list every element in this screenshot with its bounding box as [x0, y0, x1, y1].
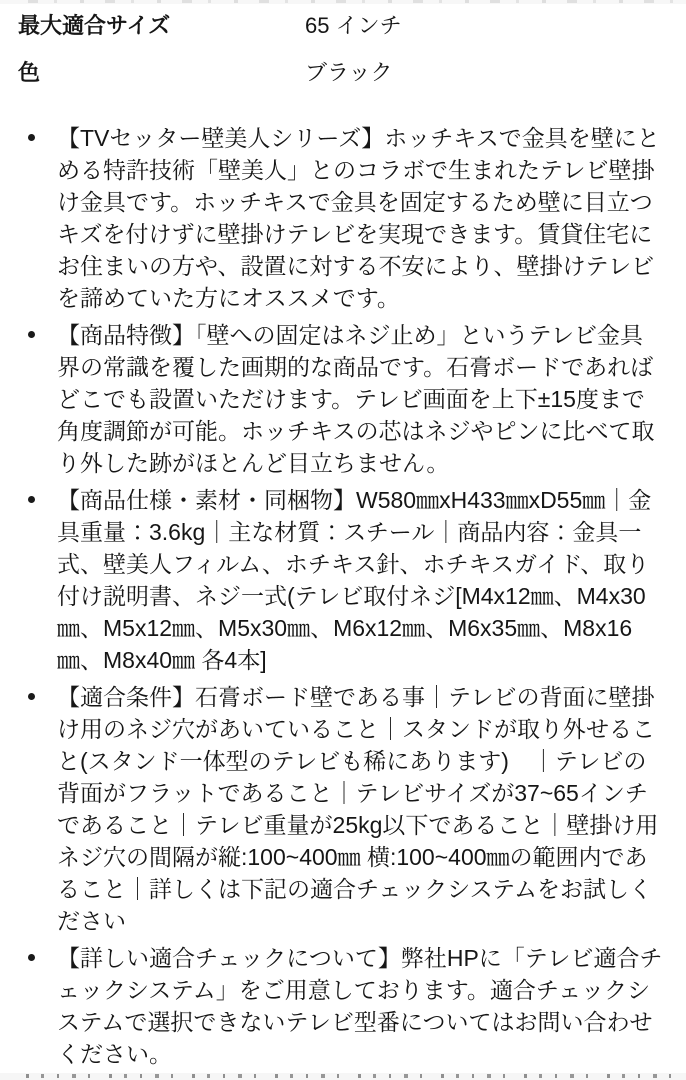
spec-label-max-size: 最大適合サイズ [18, 13, 171, 38]
spec-value-color: ブラック [305, 60, 393, 85]
product-overview-table [0, 4, 686, 86]
feature-bullet-specs [57, 484, 666, 676]
feature-bullet-list [0, 122, 686, 1070]
feature-bullet-compatibility [57, 681, 666, 937]
clipped-next-bullet-glyph-fragments [26, 1074, 672, 1078]
feature-bullet-text: 【適合条件】石膏ボード壁である事｜テレビの背面に壁掛け用のネジ穴があいていること｜スタンドが取り外せること(スタンド一体型のテレビも稀にあります) ｜テレビの背面がフラットであること｜テレビサイズが37~65インチであること｜テレビ重量が25kg以下であること｜壁掛け用ネジ穴の間隔が縦:100~400㎜ 横:100~400㎜の範囲内であること｜詳しくは下記の適合チェックシステムをお試しください [57, 684, 659, 934]
clipped-previous-row-glyph-fragments [28, 0, 674, 3]
feature-bullet-features [57, 319, 666, 479]
spec-label-color: 色 [18, 60, 41, 85]
feature-bullet-series [57, 122, 666, 314]
spec-value-max-size: 65 インチ [305, 13, 402, 38]
feature-bullet-text: 【詳しい適合チェックについて】弊社HPに「テレビ適合チェックシステム」をご用意しております。適合チェックシステムで選択できないテレビ型番についてはお問い合わせください。 [57, 945, 663, 1067]
feature-bullet-compatibility-check [57, 942, 666, 1070]
clipped-next-bullet-line [0, 1073, 686, 1080]
feature-bullet-text: 【TVセッター壁美人シリーズ】ホッチキスで金具を壁にとめる特許技術「壁美人」とのコラボで生まれたテレビ壁掛け金具です。ホッチキスで金具を固定するため壁に目立つキズを付けずに壁掛けテレビを実現できます。賃貸住宅にお住まいの方や、設置に対する不安により、壁掛けテレビを諦めていた方にオススメです。 [57, 125, 660, 311]
spec-row-color [18, 59, 668, 86]
feature-bullet-text: 【商品特徴】「壁への固定はネジ止め」というテレビ金具界の常識を覆した画期的な商品です。石膏ボードであればどこでも設置いただけます。テレビ画面を上下±15度まで角度調節が可能。ホッチキスの芯はネジやピンに比べて取り外した跡がほとんど目立ちません。 [57, 322, 655, 476]
spec-row-max-size [18, 12, 668, 39]
feature-bullet-text: 【商品仕様・素材・同梱物】W580㎜xH433㎜xD55㎜｜金具重量：3.6kg｜主な材質：スチール｜商品内容：金具一式、壁美人フィルム、ホチキス針、ホチキスガイド、取り付け説明書、ネジ一式(テレビ取付ネジ[M4x12㎜、M4x30㎜、M5x12㎜、M5x30㎜、M6x12㎜、M6x35㎜、M8x16㎜、M8x40㎜ 各4本] [57, 487, 652, 673]
